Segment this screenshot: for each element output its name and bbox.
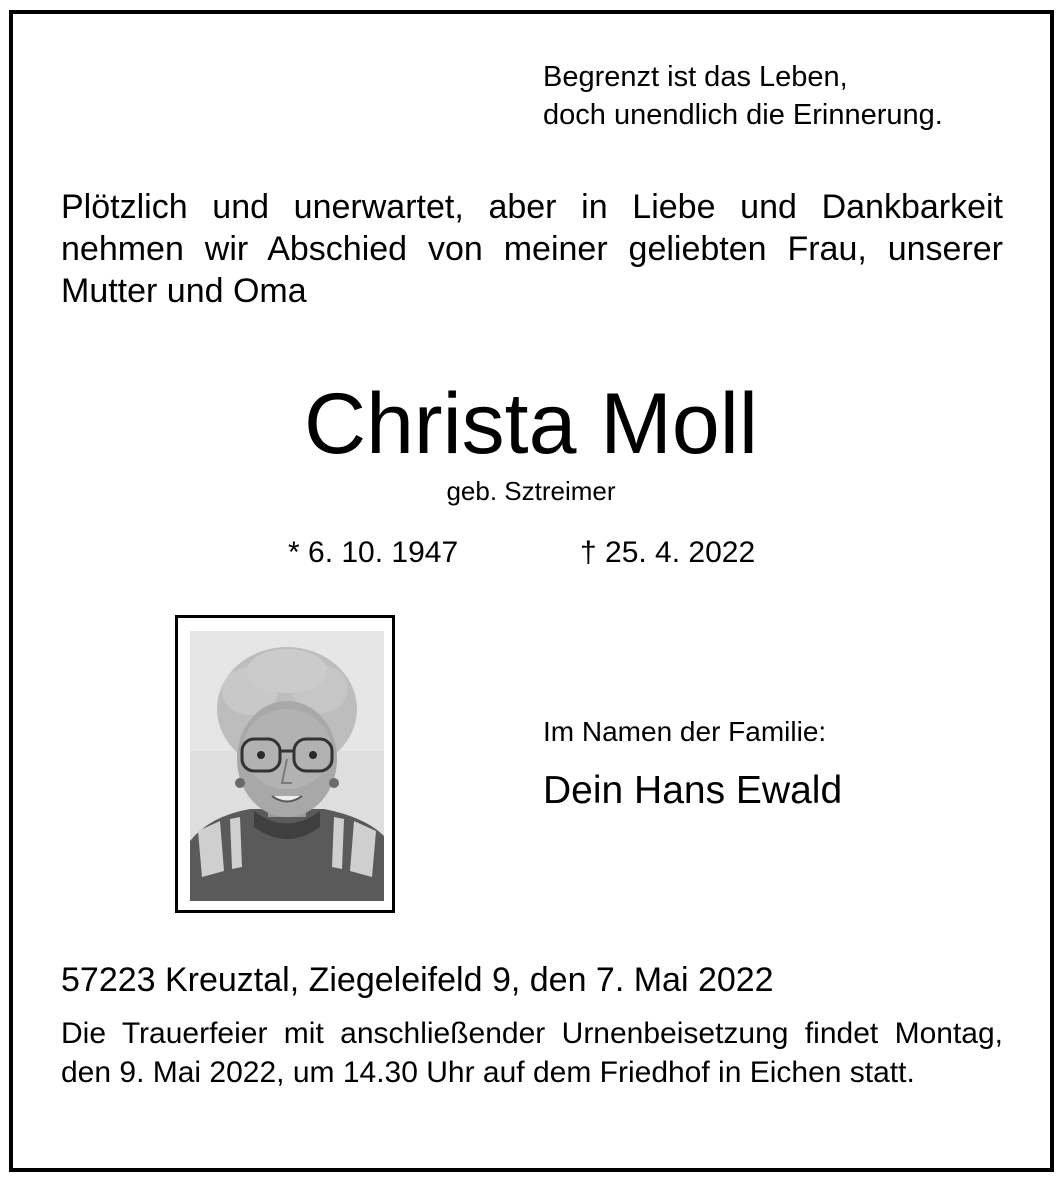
motto-line-2: doch unendlich die Erinnerung. — [543, 99, 943, 131]
motto-line-1: Begrenzt ist das Leben, — [543, 61, 848, 93]
portrait-photo — [190, 631, 384, 901]
death-date: † 25. 4. 2022 — [580, 536, 756, 569]
family-signature: Dein Hans Ewald — [543, 769, 843, 812]
birth-name: geb. Sztreimer — [446, 476, 616, 506]
birth-date: * 6. 10. 1947 — [288, 536, 459, 569]
intro-text: Plötzlich und unerwartet, aber in Liebe und Dankbarkeit nehmen wir Abschied von meiner geliebten Frau, unserer Mutter und Oma — [61, 188, 1003, 310]
portrait-frame — [175, 615, 395, 913]
service-notice: Die Trauerfeier mit anschließender Urnenbeisetzung findet Montag, den 9. Mai 2022, um 14.30 Uhr auf dem Friedhof in Eichen statt. — [61, 1017, 1003, 1089]
motto — [543, 58, 943, 134]
deceased-name: Christa Moll — [304, 376, 758, 472]
portrait-illustration — [190, 631, 384, 901]
family-label: Im Namen der Familie: — [543, 716, 827, 747]
place-date: 57223 Kreuztal, Ziegeleifeld 9, den 7. Mai 2022 — [61, 961, 774, 999]
